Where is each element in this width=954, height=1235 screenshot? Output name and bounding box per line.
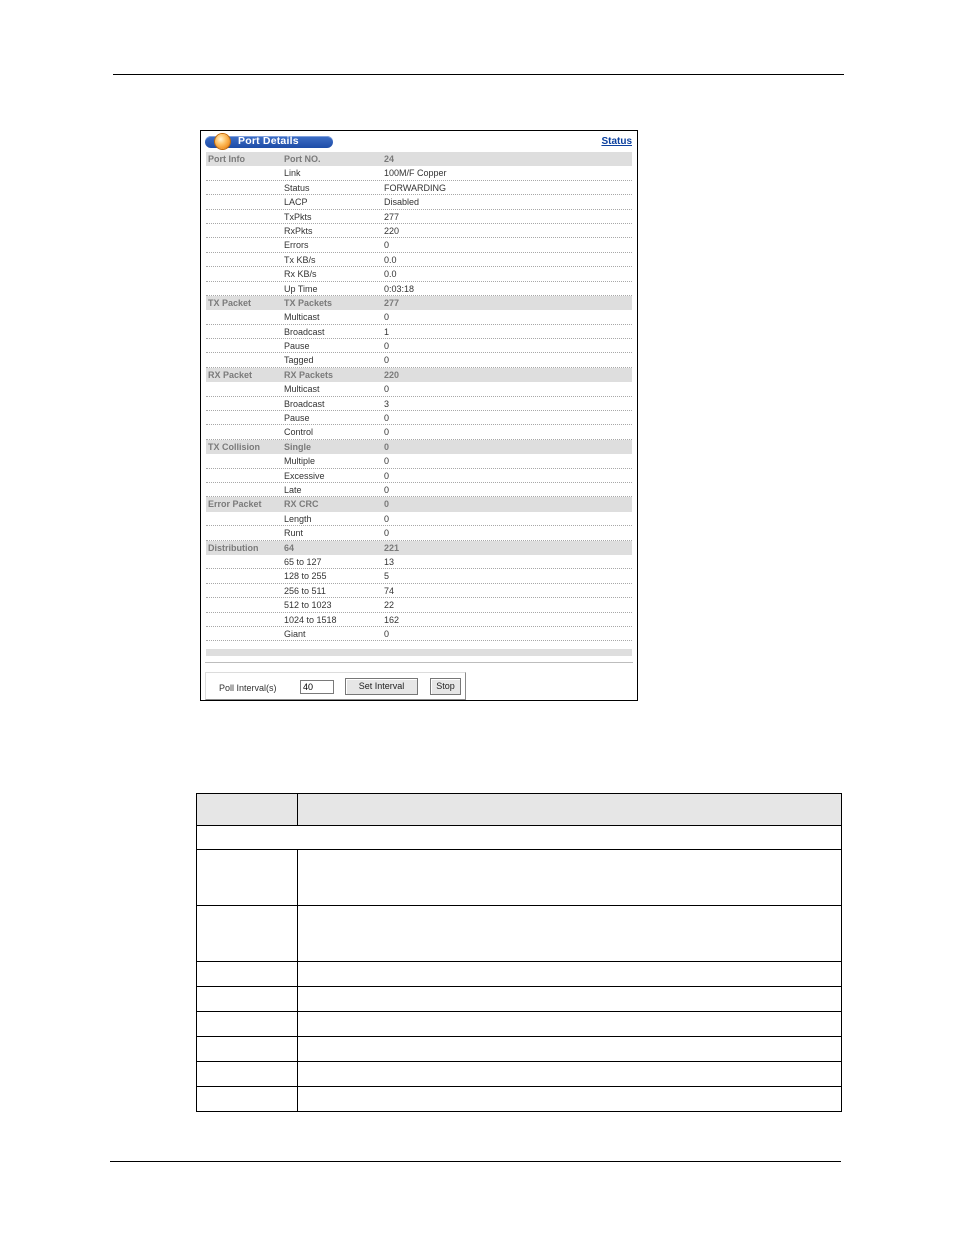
detail-row [206, 613, 632, 627]
port-details-window [200, 130, 638, 701]
header-rule [113, 74, 844, 75]
detail-label: Single [284, 441, 312, 452]
detail-value: 5 [384, 571, 390, 582]
detail-label: 65 to 127 [284, 556, 322, 567]
detail-row [206, 325, 632, 339]
detail-group-label: TX Collision [208, 441, 261, 452]
footer-rule [110, 1161, 841, 1162]
table-row [197, 1087, 842, 1112]
detail-value: 220 [384, 369, 400, 380]
port-details-list [206, 152, 632, 641]
detail-row [206, 339, 632, 353]
detail-label: Giant [284, 628, 306, 639]
table-row [197, 1012, 842, 1037]
detail-label: RX Packets [284, 369, 334, 380]
detail-group-row [206, 296, 632, 310]
detail-value: 0:03:18 [384, 283, 415, 294]
stop-button[interactable]: Stop [430, 678, 461, 695]
title-orb-icon [215, 134, 230, 149]
detail-label: 128 to 255 [284, 571, 327, 582]
detail-row [206, 224, 632, 238]
detail-label: Multicast [284, 384, 320, 395]
detail-label: Control [284, 427, 314, 438]
table-row [197, 962, 842, 987]
detail-value: 162 [384, 614, 400, 625]
table-label-cell [197, 962, 298, 987]
detail-value: Disabled [384, 197, 420, 208]
table-label-cell [197, 1037, 298, 1062]
detail-value: 0 [384, 499, 390, 510]
detail-row [206, 483, 632, 497]
detail-row [206, 195, 632, 209]
detail-value: 0 [384, 441, 390, 452]
table-description-cell [298, 906, 842, 962]
detail-value: 0 [384, 355, 390, 366]
detail-label: TxPkts [284, 211, 312, 222]
detail-value: 0 [384, 484, 390, 495]
detail-row [206, 253, 632, 267]
detail-value: 74 [384, 585, 395, 596]
detail-value: 0 [384, 427, 390, 438]
detail-row [206, 210, 632, 224]
table-label-cell [197, 1062, 298, 1087]
set-interval-button[interactable]: Set Interval [345, 678, 418, 695]
detail-row [206, 584, 632, 598]
detail-label: Multicast [284, 312, 320, 323]
detail-row [206, 238, 632, 252]
detail-row [206, 353, 632, 367]
detail-value: 0 [384, 341, 390, 352]
detail-label: 256 to 511 [284, 585, 326, 596]
table-row [197, 826, 842, 850]
detail-value: 0.0 [384, 254, 397, 265]
window-title: Port Details [238, 135, 299, 147]
table-description-cell [298, 794, 842, 826]
detail-value: 221 [384, 542, 400, 553]
detail-row [206, 627, 632, 641]
detail-group-label: Port Info [208, 154, 245, 164]
detail-label: LACP [284, 197, 308, 208]
detail-row [206, 382, 632, 396]
table-label-cell [197, 987, 298, 1012]
detail-label: Link [284, 168, 301, 179]
detail-value: 0 [384, 628, 390, 639]
detail-value: 1 [384, 326, 390, 337]
detail-row [206, 181, 632, 195]
detail-row [206, 512, 632, 526]
detail-group-row [206, 497, 632, 511]
table-label-cell [197, 1087, 298, 1112]
field-description-table [196, 793, 842, 1112]
table-label-cell [197, 906, 298, 962]
detail-value: 0 [384, 413, 390, 424]
detail-value: 0 [384, 384, 390, 395]
status-link[interactable]: Status [601, 136, 632, 147]
detail-label: Late [284, 484, 302, 495]
detail-label: 64 [284, 542, 295, 553]
table-row [197, 1062, 842, 1087]
detail-group-row [206, 368, 632, 382]
detail-group-row [206, 152, 632, 166]
detail-label: TX Packets [284, 297, 333, 308]
table-description-cell [298, 850, 842, 906]
detail-group-label: TX Packet [208, 297, 252, 308]
detail-value: 0 [384, 240, 390, 251]
table-description-cell [298, 987, 842, 1012]
detail-label: Status [284, 182, 310, 193]
detail-label: 1024 to 1518 [284, 614, 337, 625]
detail-label: RX CRC [284, 499, 319, 510]
detail-label: Pause [284, 413, 310, 424]
detail-label: Rx KB/s [284, 269, 317, 280]
detail-row [206, 569, 632, 583]
detail-value: 0 [384, 470, 390, 481]
detail-label: Multiple [284, 456, 316, 467]
divider [205, 662, 633, 663]
detail-value: 220 [384, 225, 400, 236]
table-header-row [197, 794, 842, 826]
detail-row [206, 425, 632, 439]
detail-row [206, 598, 632, 612]
table-description-cell [298, 962, 842, 987]
detail-label: Up Time [284, 283, 318, 294]
table-description-cell [298, 1012, 842, 1037]
port-details-footer-bar [206, 649, 632, 656]
detail-row [206, 411, 632, 425]
detail-label: Port NO. [284, 154, 321, 164]
detail-label: Tagged [284, 355, 314, 366]
detail-value: 13 [384, 556, 395, 567]
poll-interval-panel [205, 672, 466, 700]
table-row [197, 1037, 842, 1062]
table-label-cell [197, 1012, 298, 1037]
detail-row [206, 267, 632, 281]
detail-label: Broadcast [284, 398, 325, 409]
detail-label: Excessive [284, 470, 325, 481]
detail-row [206, 526, 632, 540]
detail-group-label: Distribution [208, 542, 259, 553]
detail-value: 100M/F Copper [384, 168, 447, 179]
table-section-cell [197, 826, 842, 850]
detail-value: 24 [384, 154, 395, 164]
detail-row [206, 310, 632, 324]
detail-row [206, 166, 632, 180]
detail-row [206, 397, 632, 411]
detail-value: 0 [384, 513, 390, 524]
detail-value: 0.0 [384, 269, 397, 280]
detail-label: Length [284, 513, 312, 524]
table-description-cell [298, 1062, 842, 1087]
detail-group-label: RX Packet [208, 369, 253, 380]
detail-group-label: Error Packet [208, 499, 262, 510]
poll-interval-label: Poll Interval(s) [219, 683, 277, 693]
detail-row [206, 282, 632, 296]
table-row [197, 906, 842, 962]
detail-row [206, 469, 632, 483]
detail-label: Pause [284, 341, 310, 352]
detail-label: 512 to 1023 [284, 600, 332, 611]
detail-group-row [206, 541, 632, 555]
table-description-cell [298, 1087, 842, 1112]
table-row [197, 850, 842, 906]
detail-value: 0 [384, 456, 390, 467]
detail-row [206, 555, 632, 569]
detail-label: Broadcast [284, 326, 325, 337]
detail-value: FORWARDING [384, 182, 446, 193]
detail-value: 22 [384, 600, 395, 611]
table-label-cell [197, 850, 298, 906]
detail-group-row [206, 440, 632, 454]
detail-label: Errors [284, 240, 309, 251]
detail-value: 277 [384, 211, 400, 222]
window-title-bar [205, 136, 333, 148]
poll-interval-input[interactable] [300, 680, 334, 694]
table-label-cell [197, 794, 298, 826]
detail-label: Runt [284, 528, 304, 539]
table-description-cell [298, 1037, 842, 1062]
detail-value: 277 [384, 297, 400, 308]
detail-value: 3 [384, 398, 390, 409]
table-row [197, 987, 842, 1012]
detail-label: RxPkts [284, 225, 313, 236]
detail-label: Tx KB/s [284, 254, 316, 265]
detail-value: 0 [384, 528, 390, 539]
detail-row [206, 454, 632, 468]
detail-value: 0 [384, 312, 390, 323]
